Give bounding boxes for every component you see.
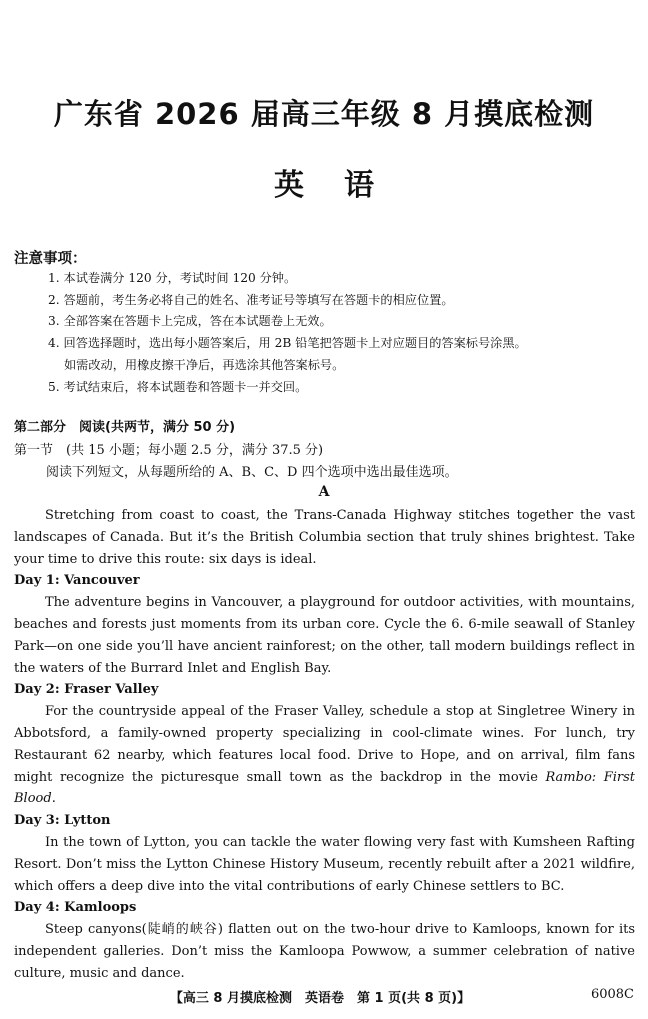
day-heading: Day 4: Kamloops bbox=[14, 900, 137, 916]
day-heading: Day 2: Fraser Valley bbox=[14, 682, 159, 698]
day-paragraph: The adventure begins in Vancouver, a playground for outdoor activities, with mountains, beaches and forests just moments from its urban core. Cycle the 6. 6-mile seawall of Stanley Park—on one side you’ll have ancient rainforest; on the other, tall modern buildings reflect in the waters of the Burrard Inlet and English Bay. bbox=[14, 595, 635, 676]
footer-page-info: 【高三 8 月摸底检测 英语卷 第 1 页(共 8 页)】 bbox=[169, 991, 471, 1006]
notice-item: 1. 本试卷满分 120 分，考试时间 120 分钟。 bbox=[48, 271, 297, 285]
exam-title: 广东省 2026 届高三年级 8 月摸底检测 bbox=[53, 97, 595, 131]
passage-label: A bbox=[318, 484, 330, 500]
part-title: 第二部分 阅读(共两节，满分 50 分) bbox=[14, 420, 236, 435]
footer-code: 6008C bbox=[590, 987, 634, 1002]
film-title: Rambo: First Blood bbox=[14, 769, 635, 807]
day-paragraph: Steep canyons(陡峭的峡谷) flatten out on the two-hour drive to Kamloops, known for its independent galleries. Don’t miss the Kamloopa Powwow, a summer celebration of native culture, music and dance. bbox=[14, 922, 635, 981]
day2-text: For the countryside appeal of the Fraser Valley, schedule a stop at Singletree Winery in Abbotsford, a family-owned property specializing in cool-climate wines. For lunch, try Restaurant 62 nearby, which features local food. Drive to Hope, and on arrival, film fans might recognize the picturesque small town as the backdrop in the movie bbox=[14, 704, 635, 785]
passage-text bbox=[14, 505, 635, 985]
day-paragraph bbox=[14, 701, 635, 810]
notice-item: 3. 全部答案在答题卡上完成，答在本试题卷上无效。 bbox=[48, 314, 332, 329]
section-title: 第一节 (共 15 小题；每小题 2.5 分，满分 37.5 分) bbox=[14, 443, 324, 458]
notice-list bbox=[48, 268, 638, 398]
section-instruction: 阅读下列短文，从每题所给的 A、B、C、D 四个选项中选出最佳选项。 bbox=[46, 465, 458, 480]
day-heading: Day 1: Vancouver bbox=[14, 573, 140, 589]
intro-paragraph: Stretching from coast to coast, the Trans-Canada Highway stitches together the vast landscapes of Canada. But it’s the British Columbia section that truly shines brightest. Take your time to drive this route: six days is ideal. bbox=[14, 508, 635, 567]
period: . bbox=[51, 791, 56, 807]
notice-item: 2. 答题前，考生务必将自己的姓名、准考证号等填写在答题卡的相应位置。 bbox=[48, 292, 454, 307]
notice-heading: 注意事项： bbox=[14, 251, 87, 267]
exam-subject: 英语 bbox=[274, 168, 414, 203]
day-heading: Day 3: Lytton bbox=[14, 813, 111, 829]
notice-item: 5. 考试结束后，将本试题卷和答题卡一并交回。 bbox=[48, 379, 308, 394]
notice-item: 4. 回答选择题时，选出每小题答案后，用 2B 铅笔把答题卡上对应题目的答案标号涂黑。 bbox=[48, 336, 527, 351]
notice-item-continuation: 如需改动，用橡皮擦干净后，再选涂其他答案标号。 bbox=[64, 357, 345, 372]
day-paragraph: In the town of Lytton, you can tackle the water flowing very fast with Kumsheen Rafting Resort. Don’t miss the Lytton Chinese History Museum, recently rebuilt after a 2021 wildfire, which offers a deep dive into the vital contributions of early Chinese settlers to BC. bbox=[14, 834, 635, 894]
